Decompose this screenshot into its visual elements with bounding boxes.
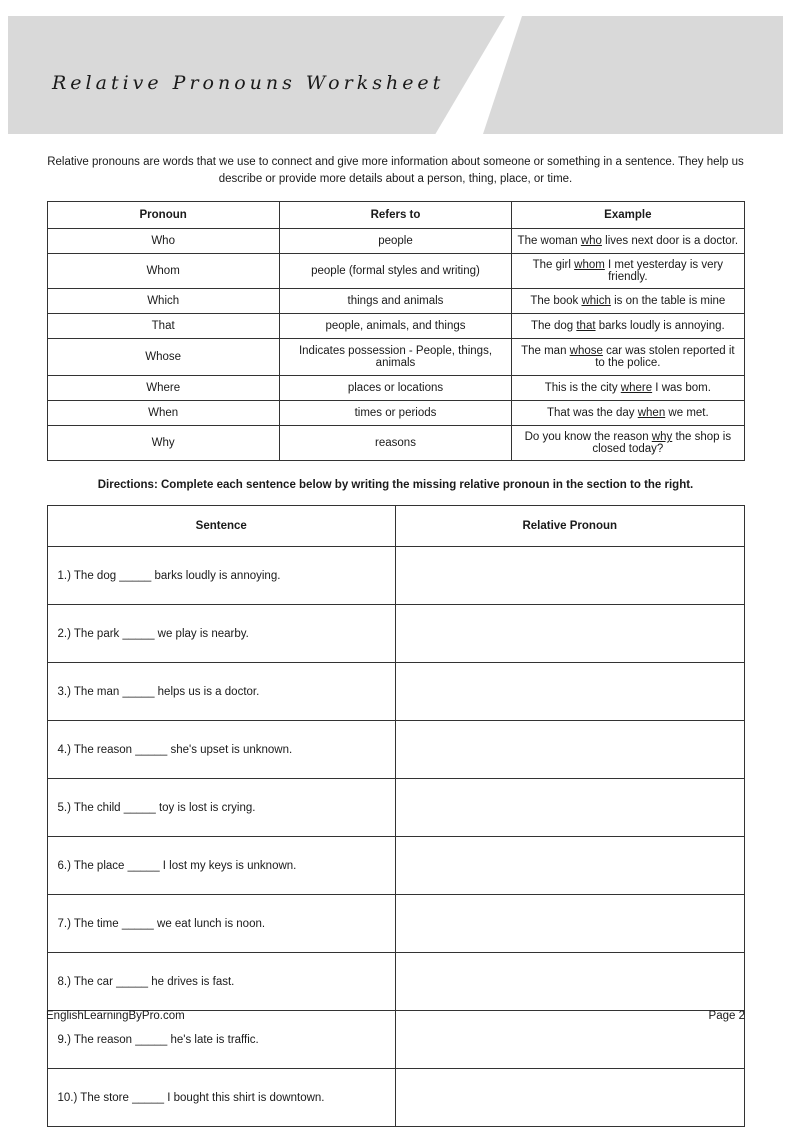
example-pre: This is the city [544,382,621,395]
example-pre: The book [530,295,582,308]
example-post: I was bom. [652,382,711,395]
exercise-table [47,505,745,1127]
table-row [47,605,744,663]
cell-answer-blank[interactable] [396,895,745,953]
example-pre: The girl [532,259,575,272]
example-keyword: who [580,235,602,248]
table-row [47,663,744,721]
table-row [47,289,744,314]
example-keyword: whose [569,345,603,358]
cell-refers-to: reasons [279,426,511,461]
cell-pronoun: Whom [47,254,279,289]
cell-sentence: 10.) The store _____ I bought this shirt is downtown. [47,1069,396,1127]
cell-sentence: 6.) The place _____ I lost my keys is unknown. [47,837,396,895]
example-pre: Do you know the reason [524,431,652,444]
example-post: is on the table is mine [610,295,726,308]
cell-refers-to: people [279,229,511,254]
column-header-pronoun: Pronoun [47,202,279,229]
example-post: we met. [665,407,709,420]
example-post: car was stolen reported it to the police. [595,345,735,370]
cell-refers-to: times or periods [279,401,511,426]
cell-sentence: 5.) The child _____ toy is lost is crying. [47,779,396,837]
table-header-row [47,202,744,229]
cell-refers-to: things and animals [279,289,511,314]
cell-answer-blank[interactable] [396,779,745,837]
table-row [47,547,744,605]
example-pre: The man [521,345,570,358]
page-header [8,16,783,134]
cell-refers-to: people (formal styles and writing) [279,254,511,289]
cell-example [512,376,744,401]
exercise-table-body [47,547,744,1127]
cell-example [512,289,744,314]
table-row [47,401,744,426]
cell-refers-to: places or locations [279,376,511,401]
example-post: I met yesterday is very friendly. [604,259,724,284]
example-keyword: when [637,407,666,420]
table-row [47,779,744,837]
table-row [47,229,744,254]
cell-sentence: 7.) The time _____ we eat lunch is noon. [47,895,396,953]
example-pre: That was the day [546,407,638,420]
table-row [47,895,744,953]
column-header-example: Example [512,202,744,229]
cell-answer-blank[interactable] [396,663,745,721]
example-pre: The dog [530,320,577,333]
cell-answer-blank[interactable] [396,953,745,1011]
column-header-relative-pronoun: Relative Pronoun [396,506,745,547]
cell-pronoun: Whose [47,339,279,376]
cell-pronoun: Who [47,229,279,254]
page-footer [46,1010,745,1022]
cell-example [512,426,744,461]
cell-pronoun: Where [47,376,279,401]
cell-pronoun: That [47,314,279,339]
directions-text: Directions: Complete each sentence below by writing the missing relative pronoun in the section to the right. [97,479,694,492]
example-keyword: which [581,295,611,308]
table-header-row [47,506,744,547]
table-row [47,953,744,1011]
column-header-sentence: Sentence [47,506,396,547]
table-row [47,254,744,289]
cell-sentence: 4.) The reason _____ she's upset is unknown. [47,721,396,779]
column-header-refers-to: Refers to [279,202,511,229]
cell-pronoun: When [47,401,279,426]
reference-table-body [47,229,744,461]
cell-sentence: 8.) The car _____ he drives is fast. [47,953,396,1011]
example-keyword: why [651,431,673,444]
example-post: the shop is closed today? [592,431,732,456]
cell-pronoun: Which [47,289,279,314]
example-keyword: whom [574,259,605,272]
example-pre: The woman [517,235,581,248]
example-keyword: that [576,320,596,333]
cell-pronoun: Why [47,426,279,461]
cell-answer-blank[interactable] [396,605,745,663]
header-band-right [483,16,783,134]
example-keyword: where [620,382,653,395]
cell-example [512,339,744,376]
footer-page-number: Page 2 [708,1010,745,1022]
cell-answer-blank[interactable] [396,1069,745,1127]
cell-sentence: 3.) The man _____ helps us is a doctor. [47,663,396,721]
cell-refers-to: people, animals, and things [279,314,511,339]
cell-sentence: 2.) The park _____ we play is nearby. [47,605,396,663]
cell-refers-to: Indicates possession - People, things, animals [279,339,511,376]
table-row [47,1069,744,1127]
cell-example [512,254,744,289]
intro-paragraph: Relative pronouns are words that we use to connect and give more information about someone or something in a sentence. They help us describe or provide more details about a person, thing, place, or time. [47,156,744,185]
cell-example [512,229,744,254]
page-title: Relative Pronouns Worksheet [52,72,445,94]
cell-example [512,401,744,426]
cell-sentence: 9.) The reason _____ he's late is traffic. [47,1011,396,1069]
cell-sentence: 1.) The dog _____ barks loudly is annoying. [47,547,396,605]
cell-answer-blank[interactable] [396,721,745,779]
table-row [47,314,744,339]
relative-pronoun-reference-table [47,201,745,461]
footer-site-name: EnglishLearningByPro.com [46,1010,185,1022]
worksheet-page [0,16,791,1104]
cell-answer-blank[interactable] [396,837,745,895]
example-post: lives next door is a doctor. [601,235,739,248]
example-post: barks loudly is annoying. [595,320,725,333]
table-row [47,339,744,376]
cell-example [512,314,744,339]
table-row [47,837,744,895]
table-row [47,376,744,401]
cell-answer-blank[interactable] [396,547,745,605]
table-row [47,721,744,779]
table-row [47,426,744,461]
